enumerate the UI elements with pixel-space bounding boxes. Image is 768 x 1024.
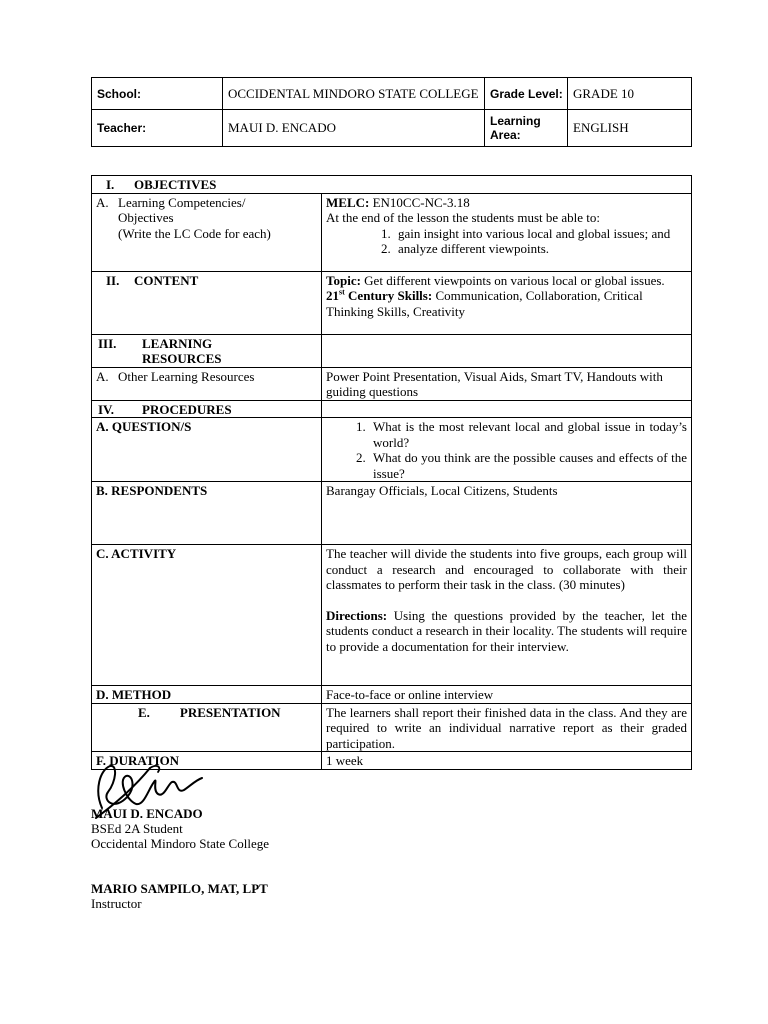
content-numeral: II. (106, 272, 120, 288)
activity-label: C. ACTIVITY (92, 545, 322, 686)
signatory-role: BSEd 2A Student (91, 821, 183, 836)
respondents-label: B. RESPONDENTS (92, 482, 322, 545)
other-resources-value: Power Point Presentation, Visual Aids, Smart TV, Handouts with guiding questions (322, 367, 692, 400)
resources-title-2: RESOURCES (142, 351, 222, 366)
duration-label: F. DURATION (92, 752, 322, 770)
questions-label: A. QUESTION/S (92, 418, 322, 482)
activity-text: The teacher will divide the students into five groups, each group will conduct a research and encouraged to collaborate with their classmates to perform their task in the class. (30 minutes) (326, 546, 687, 592)
grade-level-value: GRADE 10 (568, 78, 692, 110)
learning-area-label: Learning Area: (485, 110, 568, 147)
procedures-numeral: IV. (98, 401, 115, 417)
skills-text: Communication, Collaboration, Critical Thinking Skills, Creativity (326, 288, 643, 319)
competencies-label-2: Objectives (118, 210, 174, 225)
melc-code: EN10CC-NC-3.18 (369, 194, 470, 210)
objectives-numeral: I. (106, 177, 115, 192)
objectives-list (326, 226, 687, 257)
question-item: 2. What do you think are the possible causes and effects of the issue? (369, 450, 687, 481)
instructor-name: MARIO SAMPILO, MAT, LPT (91, 881, 268, 896)
grade-level-label: Grade Level: (485, 78, 568, 110)
objectives-intro: At the end of the lesson the students must be able to: (326, 210, 601, 225)
presentation-label: PRESENTATION (179, 704, 281, 720)
other-resources-label: Other Learning Resources (118, 368, 255, 384)
method-label: D. METHOD (92, 686, 322, 704)
other-resources-row (92, 367, 692, 400)
duration-value: 1 week (322, 752, 692, 770)
other-resources-letter: A. (96, 368, 109, 384)
resources-numeral: III. (98, 335, 117, 351)
question-item: 1. What is the most relevant local and global issue in today’s world? (369, 419, 687, 450)
procedures-title: PROCEDURES (142, 401, 232, 417)
objectives-heading-row (92, 176, 692, 194)
objective-item: 2. analyze different viewpoints. (394, 241, 687, 257)
competencies-label: Learning Competencies/ (118, 194, 246, 210)
respondents-value: Barangay Officials, Local Citizens, Students (322, 482, 692, 545)
melc-label: MELC: (326, 194, 370, 210)
presentation-text: The learners shall report their finished data in the class. And they are required to write an individual narrative report as their graded participation. (322, 703, 692, 752)
questions-list (326, 419, 687, 481)
competencies-letter: A. (96, 194, 109, 210)
activity-row (92, 545, 692, 686)
instructor-role: Instructor (91, 896, 142, 911)
topic-label: Topic: (326, 272, 361, 288)
learning-area-value: ENGLISH (568, 110, 692, 147)
presentation-letter: E. (138, 704, 150, 720)
directions-label: Directions: (326, 607, 388, 623)
teacher-label: Teacher: (92, 110, 223, 147)
skills-number: 21 (326, 288, 339, 303)
skills-label: Century Skills: (344, 288, 433, 303)
content-row (92, 271, 692, 334)
signatory-school: Occidental Mindoro State College (91, 836, 269, 851)
header-table (91, 77, 692, 147)
competencies-note: (Write the LC Code for each) (118, 225, 271, 241)
resources-heading-row (92, 334, 692, 367)
procedures-heading-row (92, 400, 692, 418)
resources-title: LEARNING (142, 335, 213, 351)
signatory-name: MAUI D. ENCADO (91, 806, 203, 821)
teacher-value: MAUI D. ENCADO (223, 110, 485, 147)
content-title: CONTENT (134, 272, 199, 288)
directions-text: Using the questions provided by the teacher, let the students conduct a research in their locality. The students will require to provide a documentation for their interview. (326, 607, 687, 654)
questions-row (92, 418, 692, 482)
respondents-row (92, 482, 692, 545)
objectives-row (92, 193, 692, 271)
school-value: OCCIDENTAL MINDORO STATE COLLEGE (223, 78, 485, 110)
presentation-row (92, 703, 692, 752)
lesson-plan-table (91, 175, 692, 770)
school-label: School: (92, 78, 223, 110)
topic-text: Get different viewpoints on various local or global issues. (360, 272, 665, 288)
objectives-title: OBJECTIVES (134, 177, 217, 192)
method-value: Face-to-face or online interview (322, 686, 692, 704)
skills-superscript: st (339, 287, 345, 297)
method-row (92, 686, 692, 704)
objective-item: 1. gain insight into various local and global issues; and (394, 226, 687, 242)
